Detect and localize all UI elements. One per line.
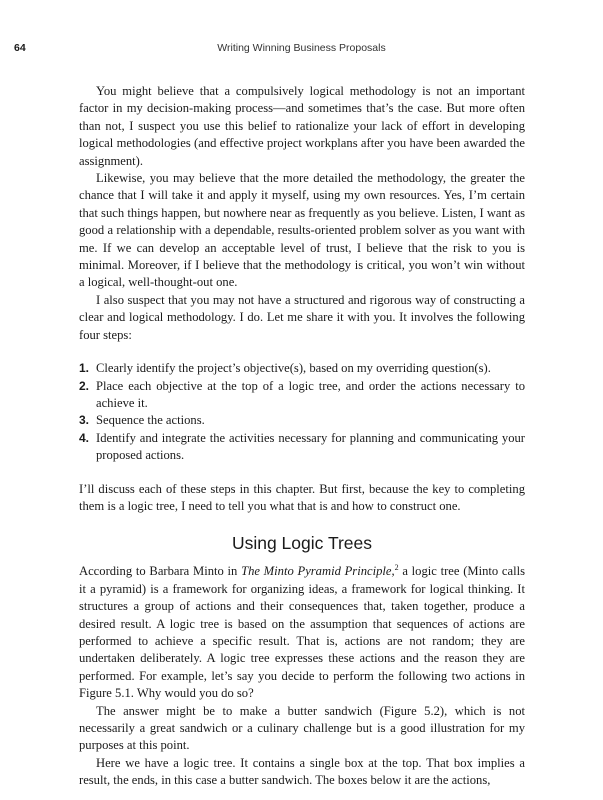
- paragraph: The answer might be to make a butter sandwich (Figure 5.2), which is not necessarily a great sandwich or a culinary challenge but is a good illustration for my purposes at this point.: [79, 703, 525, 753]
- paragraph: [79, 563, 525, 702]
- step-text: Clearly identify the project’s objective(s), based on my overriding question(s).: [96, 361, 491, 376]
- section-heading: Using Logic Trees: [231, 533, 373, 554]
- paragraph: I also suspect that you may not have a structured and rigorous way of constructing a clear and logical methodology. I do. Let me share it with you. It involves the following four steps:: [79, 292, 525, 342]
- footnote-ref: 2: [394, 563, 399, 573]
- paragraph: Likewise, you may believe that the more detailed the methodology, the greater the chance that I will take it and apply it myself, using my own resources. Yes, I’m certain that such things happen, but nowhere near as frequently as you believe. Listen, I want as good a relationship with a dependable, results-oriented problem solver as you want with me. If we can develop an acceptable level of trust, I believe that the risk to you is minimal. Moreover, if I believe that the methodology is critical, you won’t win without a logical, well-thought-out one.: [79, 171, 525, 290]
- step-text: Identify and integrate the activities necessary for planning and communicating your proposed actions.: [96, 430, 525, 463]
- step-item: [79, 412, 525, 429]
- page-number: 64: [14, 42, 26, 54]
- step-number: 4.: [79, 430, 90, 445]
- step-text: Place each objective at the top of a logic tree, and order the actions necessary to achieve it.: [96, 378, 525, 410]
- steps-list: [79, 360, 525, 464]
- step-item: [79, 378, 525, 413]
- paragraph: You might believe that a compulsively logical methodology is not an important factor in my decision-making process—and sometimes that’s the case. But more often than not, I suspect you use this belief to rationalize your lack of effort in developing logical methodologies (and effective project workplans after you have been awarded the assignment).: [79, 84, 525, 168]
- paragraph: I’ll discuss each of these steps in this chapter. But first, because the key to completing them is a logic tree, I need to tell you what that is and how to construct one.: [79, 481, 525, 513]
- step-number: 1.: [79, 361, 90, 376]
- step-text: Sequence the actions.: [96, 413, 205, 428]
- page-body: [79, 83, 525, 790]
- paragraph-lead: According to Barbara Minto in: [79, 564, 242, 579]
- running-header: [0, 42, 603, 58]
- step-item: [79, 360, 525, 377]
- book-title: The Minto Pyramid Principle,: [241, 564, 395, 579]
- running-title: Writing Winning Business Proposals: [217, 42, 386, 54]
- step-item: [79, 430, 525, 465]
- step-number: 2.: [79, 378, 90, 393]
- step-number: 3.: [79, 413, 90, 428]
- paragraph-rest: a logic tree (Minto calls it a pyramid) is a framework for organizing ideas, a framework for logical thinking. It structures a group of actions and their consequences that, taken together, produce a desired result. A logic tree is based on the assumption that sequences of actions are performed to achieve a specific result. That is, actions are not random; they are undertaken deliberately. A logic tree expresses these actions and the reason they are performed. For example, let’s say you decide to perform the following two actions in Figure 5.1. Why would you do so?: [79, 564, 525, 701]
- paragraph: Here we have a logic tree. It contains a single box at the top. That box implies a result, the ends, in this case a butter sandwich. The boxes below it are the actions,: [79, 755, 525, 788]
